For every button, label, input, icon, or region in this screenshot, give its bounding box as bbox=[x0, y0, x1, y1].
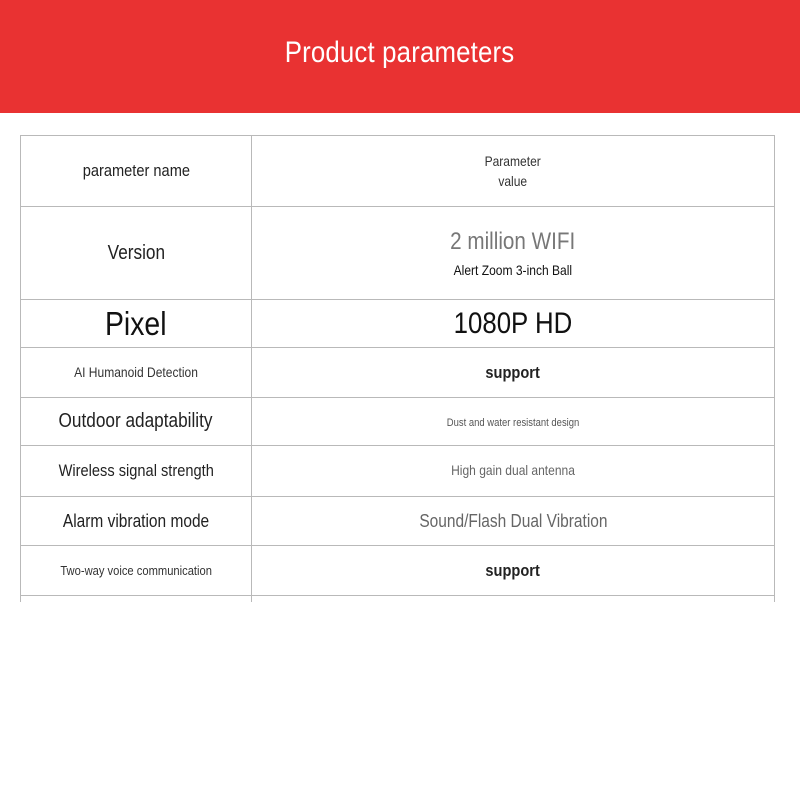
cutoff-cell-value bbox=[252, 596, 775, 603]
parameter-table bbox=[20, 135, 775, 602]
row-name-cell bbox=[21, 446, 252, 497]
row-name-cell bbox=[21, 546, 252, 596]
header-value-label-line2: value bbox=[498, 173, 528, 189]
row-name-two-way-voice: Two-way voice communication bbox=[60, 562, 212, 578]
row-value-wireless: High gain dual antenna bbox=[451, 462, 575, 478]
row-value-outdoor: Dust and water resistant design bbox=[446, 416, 580, 429]
row-value-version-sub: Alert Zoom 3-inch Ball bbox=[453, 262, 573, 278]
row-name-alarm: Alarm vibration mode bbox=[62, 510, 210, 531]
table-row bbox=[21, 546, 775, 596]
row-name-version: Version bbox=[107, 241, 165, 264]
table-row bbox=[21, 207, 775, 300]
row-name-ai-humanoid: AI Humanoid Detection bbox=[74, 363, 198, 380]
row-value-cell bbox=[252, 398, 775, 446]
row-value-version-main: 2 million WIFI bbox=[450, 228, 576, 255]
row-value-cell bbox=[252, 497, 775, 546]
table-row bbox=[21, 398, 775, 446]
row-name-wireless: Wireless signal strength bbox=[58, 461, 214, 480]
table-row bbox=[21, 497, 775, 546]
row-value-cell bbox=[252, 546, 775, 596]
table-row bbox=[21, 348, 775, 398]
row-name-pixel: Pixel bbox=[105, 304, 167, 342]
row-value-ai-humanoid: support bbox=[485, 362, 541, 382]
row-name-cell bbox=[21, 207, 252, 300]
page-header bbox=[0, 0, 800, 113]
row-value-alarm: Sound/Flash Dual Vibration bbox=[418, 510, 608, 531]
row-value-cell bbox=[252, 446, 775, 497]
table-header-row bbox=[21, 136, 775, 207]
header-name-label: parameter name bbox=[82, 161, 190, 180]
row-name-cell bbox=[21, 348, 252, 398]
cutoff-cell-name bbox=[21, 596, 252, 603]
row-value-cell bbox=[252, 207, 775, 300]
table-row bbox=[21, 300, 775, 348]
page-title: Product parameters bbox=[285, 35, 515, 69]
header-value-label-line1: Parameter bbox=[484, 153, 542, 169]
row-value-pixel: 1080P HD bbox=[453, 306, 573, 340]
row-value-cell bbox=[252, 348, 775, 398]
row-name-outdoor: Outdoor adaptability bbox=[59, 410, 213, 432]
table-row bbox=[21, 446, 775, 497]
row-name-cell bbox=[21, 398, 252, 446]
row-name-cell bbox=[21, 497, 252, 546]
row-value-cell bbox=[252, 300, 775, 348]
row-name-cell bbox=[21, 300, 252, 348]
header-cell-value bbox=[252, 136, 775, 207]
header-cell-name bbox=[21, 136, 252, 207]
table-row-cutoff bbox=[21, 596, 775, 603]
row-value-two-way-voice: support bbox=[485, 560, 541, 580]
